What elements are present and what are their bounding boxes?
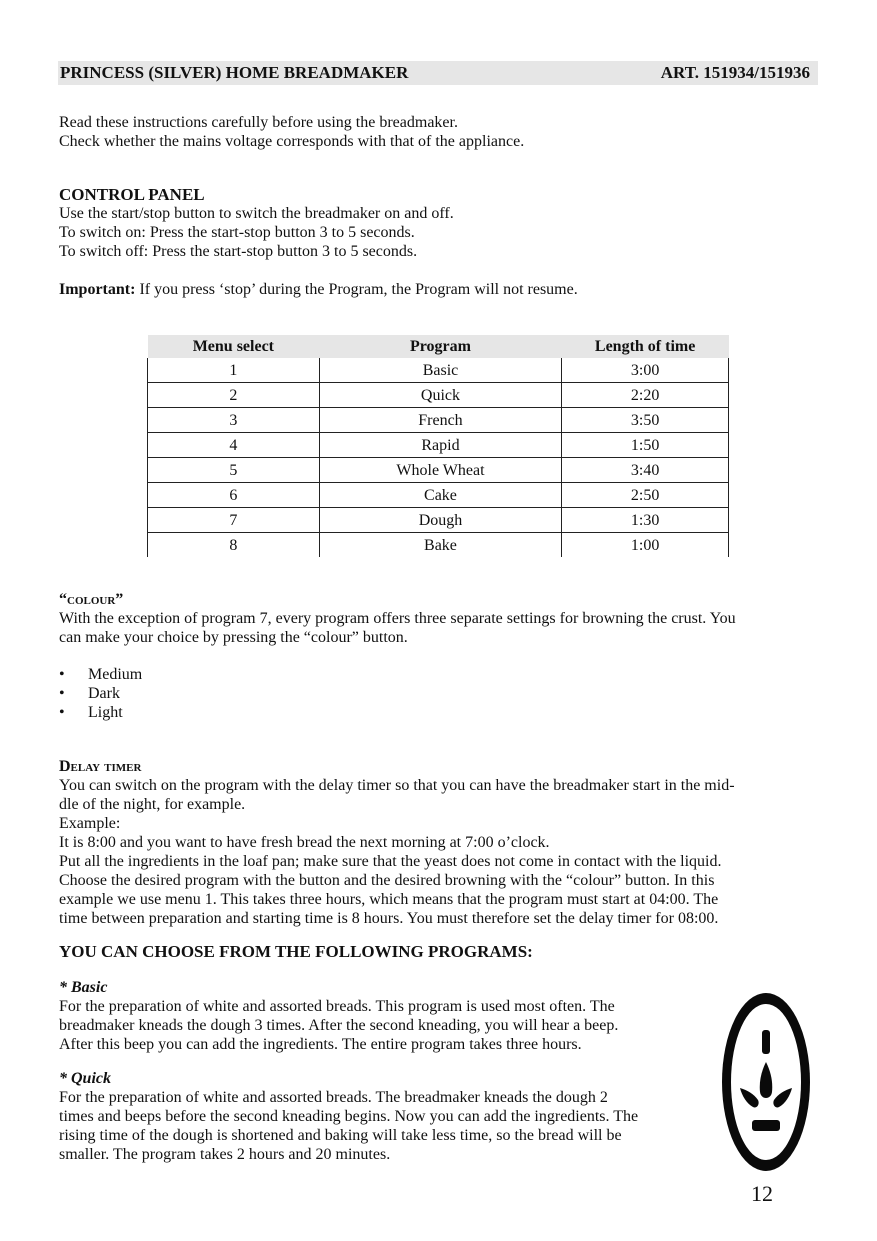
program-cell: Bake bbox=[319, 533, 562, 558]
program-cell: Cake bbox=[319, 483, 562, 508]
colour-section bbox=[59, 590, 819, 647]
page-header bbox=[58, 61, 818, 85]
delay-timer-line: example we use menu 1. This takes three hours, which means that the program must start at 04:00. The bbox=[59, 891, 719, 908]
time-cell: 3:00 bbox=[562, 358, 729, 383]
table-row bbox=[148, 433, 729, 458]
delay-timer-line: You can switch on the program with the delay timer so that you can have the breadmaker start in the mid- bbox=[59, 777, 735, 794]
basic-program-line: breadmaker kneads the dough 3 times. After the second kneading, you will hear a beep. bbox=[59, 1017, 619, 1034]
delay-timer-line: Put all the ingredients in the loaf pan; make sure that the yeast does not come in contact with the liquid. bbox=[59, 853, 722, 870]
menu-select-cell: 2 bbox=[148, 383, 320, 408]
list-item: • Light bbox=[59, 703, 819, 722]
delay-timer-line: time between preparation and starting time is 8 hours. You must therefore set the delay timer for 08:00. bbox=[59, 910, 719, 927]
list-item: • Medium bbox=[59, 665, 819, 684]
control-panel-line-2: To switch on: Press the start-stop button 3 to 5 seconds. bbox=[59, 224, 415, 241]
colour-line-2: can make your choice by pressing the “colour” button. bbox=[59, 629, 408, 646]
page-number: 12 bbox=[751, 1181, 773, 1206]
program-table bbox=[147, 335, 729, 557]
programs-heading: YOU CAN CHOOSE FROM THE FOLLOWING PROGRAMS: bbox=[59, 942, 533, 961]
quick-program-line: smaller. The program takes 2 hours and 20 minutes. bbox=[59, 1146, 391, 1163]
program-cell: Rapid bbox=[319, 433, 562, 458]
basic-program-icon bbox=[720, 990, 812, 1174]
menu-select-cell: 5 bbox=[148, 458, 320, 483]
column-header-menu-select: Menu select bbox=[148, 335, 320, 358]
program-cell: Whole Wheat bbox=[319, 458, 562, 483]
menu-select-cell: 8 bbox=[148, 533, 320, 558]
control-panel-heading: CONTROL PANEL bbox=[59, 185, 205, 204]
table-row bbox=[148, 383, 729, 408]
time-cell: 2:20 bbox=[562, 383, 729, 408]
control-panel-line-3: To switch off: Press the start-stop button 3 to 5 seconds. bbox=[59, 243, 418, 260]
quick-program-line: rising time of the dough is shortened and baking will take less time, so the bread will be bbox=[59, 1127, 622, 1144]
program-cell: Dough bbox=[319, 508, 562, 533]
important-note bbox=[59, 280, 819, 299]
table-row bbox=[148, 533, 729, 558]
programs-section bbox=[59, 942, 819, 961]
table-row bbox=[148, 483, 729, 508]
quick-program-line: times and beeps before the second kneading begins. Now you can add the ingredients. The bbox=[59, 1108, 639, 1125]
program-cell: Quick bbox=[319, 383, 562, 408]
time-cell: 2:50 bbox=[562, 483, 729, 508]
time-cell: 1:30 bbox=[562, 508, 729, 533]
intro-line-1: Read these instructions carefully before using the breadmaker. bbox=[59, 114, 458, 131]
important-label: Important: bbox=[59, 281, 136, 298]
menu-select-cell: 6 bbox=[148, 483, 320, 508]
menu-select-cell: 1 bbox=[148, 358, 320, 383]
colour-options bbox=[59, 665, 819, 722]
menu-select-cell: 7 bbox=[148, 508, 320, 533]
quick-program-section bbox=[59, 1069, 819, 1164]
basic-program-section bbox=[59, 978, 819, 1054]
time-cell: 1:50 bbox=[562, 433, 729, 458]
table-row bbox=[148, 508, 729, 533]
column-header-length-of-time: Length of time bbox=[562, 335, 729, 358]
column-header-program: Program bbox=[319, 335, 562, 358]
important-text: If you press ‘stop’ during the Program, the Program will not resume. bbox=[135, 281, 578, 298]
delay-timer-line: dle of the night, for example. bbox=[59, 796, 246, 813]
basic-program-line: For the preparation of white and assorted breads. This program is used most often. The bbox=[59, 998, 615, 1015]
table-row bbox=[148, 408, 729, 433]
quick-program-title: * Quick bbox=[59, 1070, 111, 1087]
delay-timer-section bbox=[59, 757, 819, 928]
menu-select-cell: 3 bbox=[148, 408, 320, 433]
time-cell: 3:50 bbox=[562, 408, 729, 433]
list-item: • Dark bbox=[59, 684, 819, 703]
intro-line-2: Check whether the mains voltage corresponds with that of the appliance. bbox=[59, 133, 525, 150]
header-article-number: ART. 151934/151936 bbox=[660, 63, 810, 82]
menu-select-cell: 4 bbox=[148, 433, 320, 458]
table-row bbox=[148, 358, 729, 383]
table-row bbox=[148, 458, 729, 483]
delay-timer-line: Example: bbox=[59, 815, 121, 832]
delay-timer-line: It is 8:00 and you want to have fresh bread the next morning at 7:00 o’clock. bbox=[59, 834, 550, 851]
colour-heading: “colour” bbox=[59, 591, 124, 608]
colour-line-1: With the exception of program 7, every program offers three separate settings for browning the crust. You bbox=[59, 610, 736, 627]
intro-section bbox=[59, 113, 819, 151]
program-cell: Basic bbox=[319, 358, 562, 383]
time-cell: 1:00 bbox=[562, 533, 729, 558]
quick-program-line: For the preparation of white and assorted breads. The breadmaker kneads the dough 2 bbox=[59, 1089, 608, 1106]
delay-timer-heading: Delay timer bbox=[59, 758, 142, 775]
delay-timer-line: Choose the desired program with the button and the desired browning with the “colour” button. In this bbox=[59, 872, 715, 889]
control-panel-section bbox=[59, 185, 819, 261]
table-header-row bbox=[148, 335, 729, 358]
control-panel-line-1: Use the start/stop button to switch the breadmaker on and off. bbox=[59, 205, 454, 222]
time-cell: 3:40 bbox=[562, 458, 729, 483]
basic-program-line: After this beep you can add the ingredients. The entire program takes three hours. bbox=[59, 1036, 582, 1053]
program-cell: French bbox=[319, 408, 562, 433]
header-title: PRINCESS (SILVER) HOME BREADMAKER bbox=[60, 63, 409, 82]
basic-program-title: * Basic bbox=[59, 979, 108, 996]
